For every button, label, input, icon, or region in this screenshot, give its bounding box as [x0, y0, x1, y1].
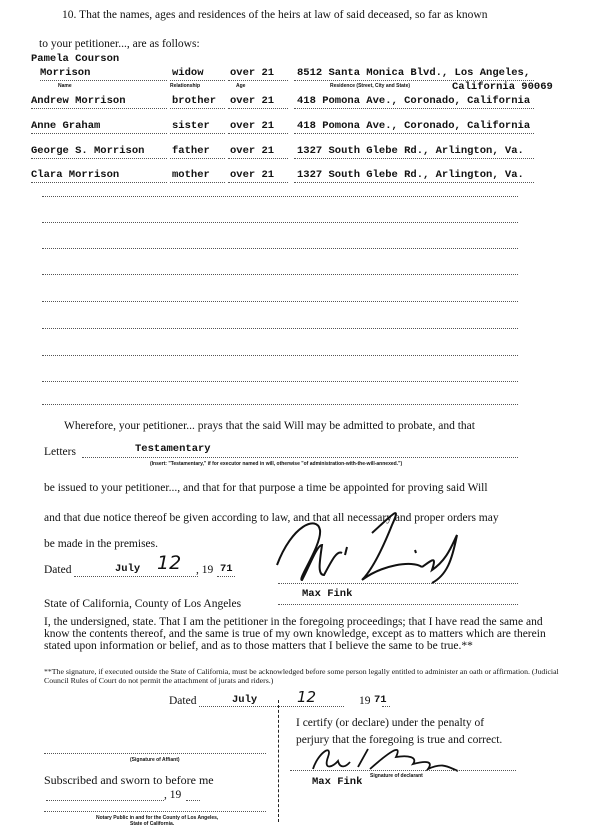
signature-of-affiant-label: (Signature of Affiant)	[130, 757, 180, 763]
verification-dated-label: Dated	[169, 695, 197, 707]
certify-line1: I certify (or declare) under the penalty of	[296, 717, 485, 729]
verification-dated-year-prefix: 19	[359, 695, 371, 707]
dated-label: Dated	[44, 564, 72, 576]
blank-line	[42, 248, 518, 249]
dated-year-prefix: , 19	[196, 564, 214, 576]
notary-label-1: Notary Public in and for the County of Los Angeles,	[96, 815, 219, 821]
verification-dated-year: 71	[374, 694, 387, 706]
signature-max-fink	[272, 505, 472, 590]
letters-instruction: (Insert: "Testamentary," if for executor named in will, otherwise "of administration-with-the-will-annexed.")	[150, 461, 403, 467]
section-10-line2: to your petitioner..., are as follows:	[39, 38, 200, 50]
dated-month: July	[115, 563, 141, 575]
heir-residence: 1327 South Glebe Rd., Arlington, Va.	[297, 145, 524, 157]
heir-relationship: sister	[172, 120, 210, 132]
signature-of-declarant-label: Signature of declarant	[370, 773, 423, 779]
prayer-line3: be issued to your petitioner..., and that for that purpose a time be appointed for proving said Will	[44, 482, 488, 494]
declarant-name: Max Fink	[312, 776, 363, 788]
blank-line	[42, 196, 518, 197]
heir-relationship: widow	[172, 67, 204, 79]
heir-age: over 21	[230, 95, 275, 107]
verification-dated-month: July	[232, 694, 258, 706]
label-age: Age	[236, 83, 246, 89]
dated-year: 71	[220, 563, 233, 575]
blank-line	[42, 328, 518, 329]
heir-name: George S. Morrison	[31, 145, 145, 157]
footnote: **The signature, if executed outside the State of California, must be acknowledged before some person legally entitled to administer an oath or affirmation. (Judicial Council Rules of Court do not permit the attachment of jurats and riders.)	[44, 667, 559, 685]
column-divider	[278, 700, 279, 822]
letters-label: Letters	[44, 446, 76, 458]
heir-residence: 8512 Santa Monica Blvd., Los Angeles,	[297, 67, 531, 79]
blank-line	[42, 274, 518, 275]
heir-residence: 418 Pomona Ave., Coronado, California	[297, 120, 531, 132]
heir-residence: 1327 South Glebe Rd., Arlington, Va.	[297, 169, 524, 181]
label-residence: Residence (Street, City and State)	[330, 83, 411, 89]
notary-label-2: State of California.	[130, 821, 175, 827]
label-name: Name	[58, 83, 72, 89]
letters-value: Testamentary	[135, 443, 211, 455]
label-relationship: Relationship	[170, 83, 201, 89]
heir-relationship: mother	[172, 169, 210, 181]
heir-residence: 418 Pomona Ave., Coronado, California	[297, 95, 531, 107]
heir-residence-line2: California 90069	[452, 81, 553, 93]
heir-name: Morrison	[40, 67, 91, 79]
prayer-line5: be made in the premises.	[44, 538, 159, 550]
heir-age: over 21	[230, 169, 275, 181]
blank-line	[42, 404, 518, 405]
heir-relationship: brother	[172, 95, 217, 107]
heir-name: Andrew Morrison	[31, 95, 126, 107]
certify-line2: perjury that the foregoing is true and correct.	[296, 734, 503, 746]
blank-line	[42, 355, 518, 356]
blank-line	[42, 381, 518, 382]
verification-dated-day: 12	[297, 688, 317, 706]
declarant-signature	[308, 735, 468, 775]
subscribed-text: Subscribed and sworn to before me	[44, 773, 214, 787]
venue: State of California, County of Los Angeles	[44, 598, 242, 610]
blank-line	[42, 301, 518, 302]
subscribed-year-prefix: , 19	[164, 789, 182, 801]
heir-name: Anne Graham	[31, 120, 101, 132]
verification-statement: I, the undersigned, state. That I am the petitioner in the foregoing proceedings; that I have read the same and know the contents thereof, and the same is true of my own knowledge, except as to matters which are therein stated upon information or belief, and as to those matters that I believe the same to be true.**	[44, 616, 546, 652]
section-10-line1: 10. That the names, ages and residences of the heirs at law of said deceased, so far as known	[62, 9, 488, 21]
blank-line	[42, 222, 518, 223]
heir-name: Clara Morrison	[31, 169, 120, 181]
signer-name: Max Fink	[302, 588, 353, 600]
heir-age: over 21	[230, 120, 275, 132]
prayer-line1: Wherefore, your petitioner... prays that the said Will may be admitted to probate, and that	[64, 420, 475, 432]
heir-name-line1: Pamela Courson	[31, 53, 120, 65]
heir-relationship: father	[172, 145, 210, 157]
heir-age: over 21	[230, 67, 275, 79]
dated-day: 12	[157, 552, 182, 574]
prayer-line4: and that due notice thereof be given according to law, and that all necessary and proper orders may	[44, 512, 499, 524]
heir-age: over 21	[230, 145, 275, 157]
